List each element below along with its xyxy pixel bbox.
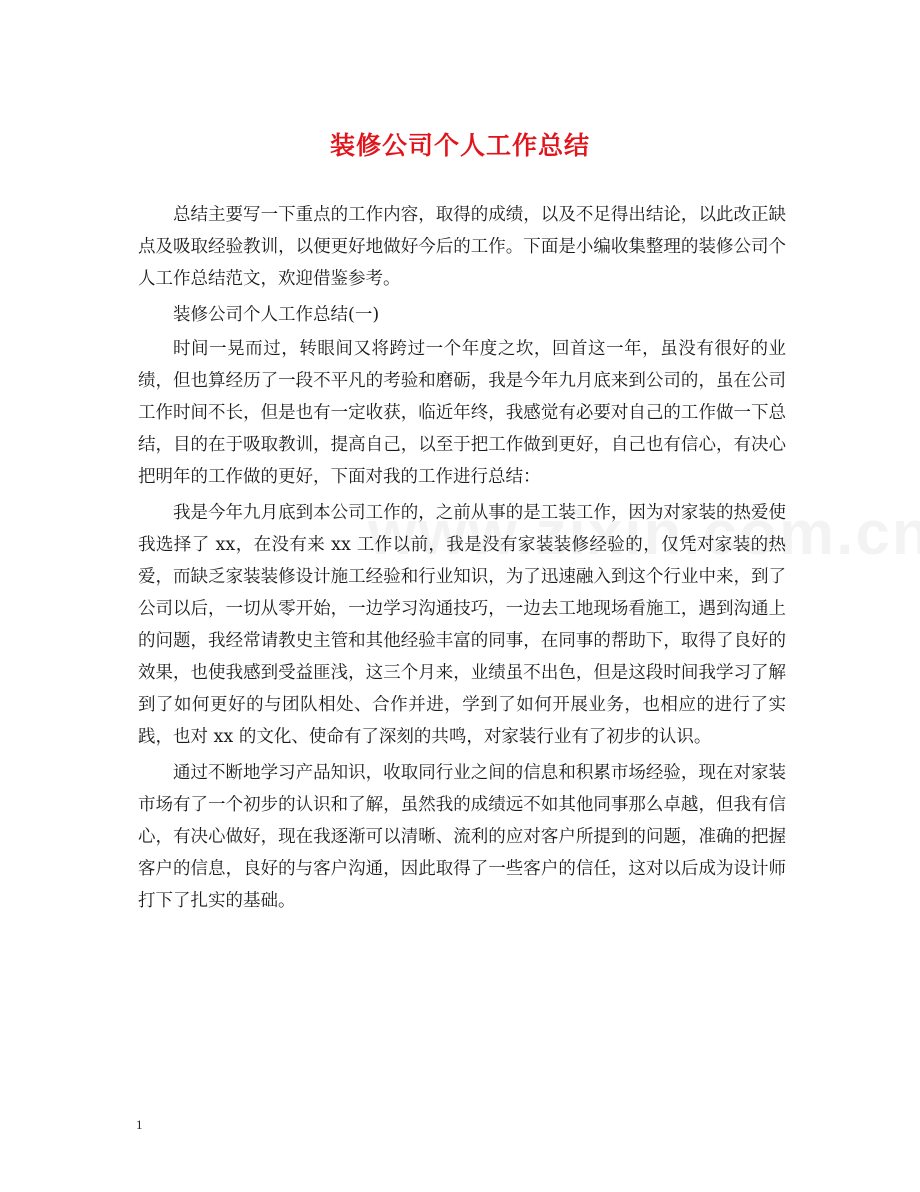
body-paragraph: 通过不断地学习产品知识，收取同行业之间的信息和积累市场经验，现在对家装市场有了一个初步的认识和了解，虽然我的成绩远不如其他同事那么卓越，但我有信心，有决心做好，现在我逐渐可以清晰、流利的应对客户所提到的问题，准确的把握客户的信息，良好的与客户沟通，因此取得了一些客户的信任，这对以后成为设计师打下了扎实的基础。 bbox=[138, 763, 786, 911]
body-paragraph: 时间一晃而过，转眼间又将跨过一个年度之坎，回首这一年，虽没有很好的业绩，但也算经历了一段不平凡的考验和磨砺，我是今年九月底来到公司的，虽在公司工作时间不长，但是也有一定收获，临近年终，我感觉有必要对自己的工作做一下总结，目的在于吸取教训，提高自己，以至于把工作做到更好，自己也有信心，有决心把明年的工作做的更好，下面对我的工作进行总结： bbox=[138, 339, 786, 487]
intro-paragraph: 总结主要写一下重点的工作内容，取得的成绩，以及不足得出结论，以此改正缺点及吸取经验教训，以便更好地做好今后的工作。下面是小编收集整理的装修公司个人工作总结范文，欢迎借鉴参考。 bbox=[138, 205, 786, 289]
page-number: 1 bbox=[136, 1117, 143, 1132]
body-paragraph: 我是今年九月底到本公司工作的，之前从事的是工装工作，因为对家装的热爱使我选择了 xx，在没有来 xx 工作以前，我是没有家装装修经验的，仅凭对家装的热爱，而缺乏家装装修设计施工经验和行业知识，为了迅速融入到这个行业中来，到了公司以后，一切从零开始，一边学习沟通技巧，一边去工地现场看施工，遇到沟通上的问题，我经常请教史主管和其他经验丰富的同事，在同事的帮助下，取得了良好的效果，也使我感到受益匪浅，这三个月来，业绩虽不出色，但是这段时间我学习了解到了如何更好的与团队相处、合作并进，学到了如何开展业务，也相应的进行了实践，也对 xx 的文化、使命有了深刻的共鸣，对家装行业有了初步的认识。 bbox=[138, 503, 786, 747]
document-body bbox=[138, 199, 786, 921]
document-title: 装修公司个人工作总结 bbox=[329, 131, 590, 160]
section-heading: 装修公司个人工作总结(一) bbox=[173, 305, 380, 325]
